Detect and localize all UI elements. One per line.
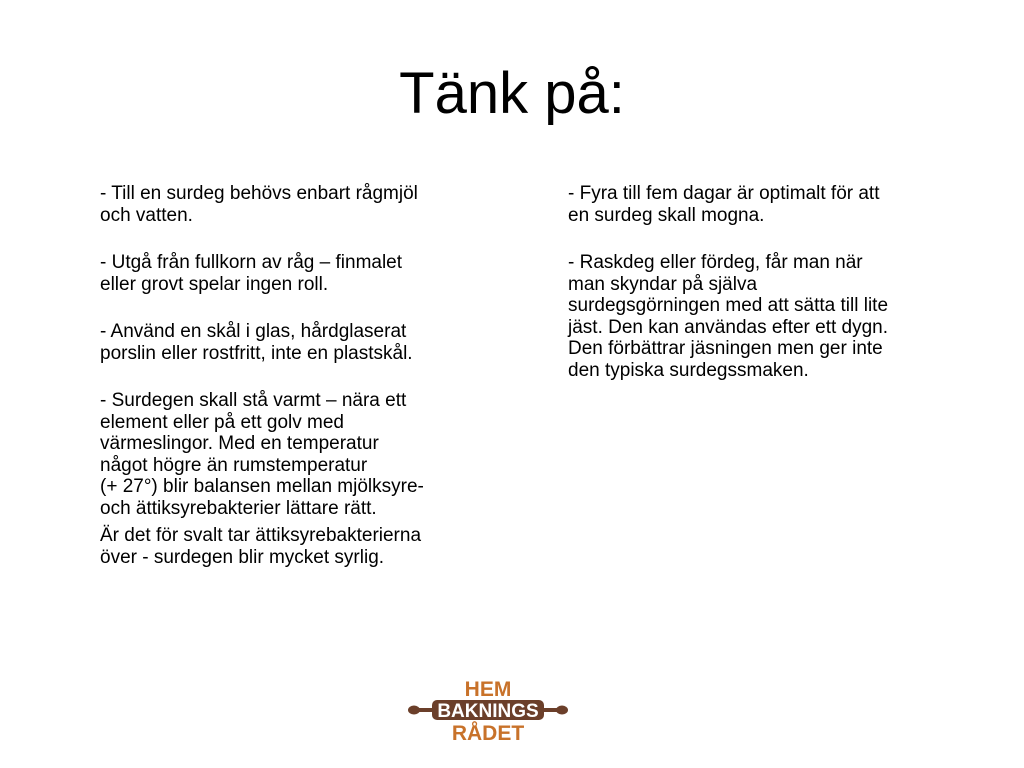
slide-title: Tänk på: bbox=[399, 61, 625, 126]
tip-paragraph: - Surdegen skall stå varmt – nära ett element eller på ett golv med värmeslingor. Med en temperatur något högre än rumstemperatur (+ 27°) blir balansen mellan mjölksyre- och ättiksyrebakterier lättare rätt. bbox=[100, 390, 424, 519]
right-text-column bbox=[568, 183, 963, 407]
logo-text-baknings: BAKNINGS bbox=[437, 701, 539, 722]
logo-text-radet: RÅDET bbox=[451, 722, 525, 744]
tip-paragraph: Är det för svalt tar ättiksyrebakterierna över - surdegen blir mycket syrlig. bbox=[100, 525, 422, 568]
tip-paragraph: - Utgå från fullkorn av råg – finmalet eller grovt spelar ingen roll. bbox=[100, 252, 403, 295]
left-text-column bbox=[100, 183, 495, 594]
tip-paragraph: - Raskdeg eller fördeg, får man när man skyndar på själva surdegsgörningen med att sätta till lite jäst. Den kan användas efter ett dygn. Den förbättrar jäsningen men ger inte den typiska surdegssmaken. bbox=[568, 252, 889, 381]
logo-text-hem: HEM bbox=[464, 678, 512, 701]
tip-paragraph: - Använd en skål i glas, hårdglaserat porslin eller rostfritt, inte en plastskål. bbox=[100, 321, 413, 364]
hembakningsradet-logo bbox=[408, 672, 568, 744]
tip-paragraph: - Fyra till fem dagar är optimalt för att en surdeg skall mogna. bbox=[568, 183, 880, 226]
tip-paragraph: - Till en surdeg behövs enbart rågmjöl och vatten. bbox=[100, 183, 418, 226]
